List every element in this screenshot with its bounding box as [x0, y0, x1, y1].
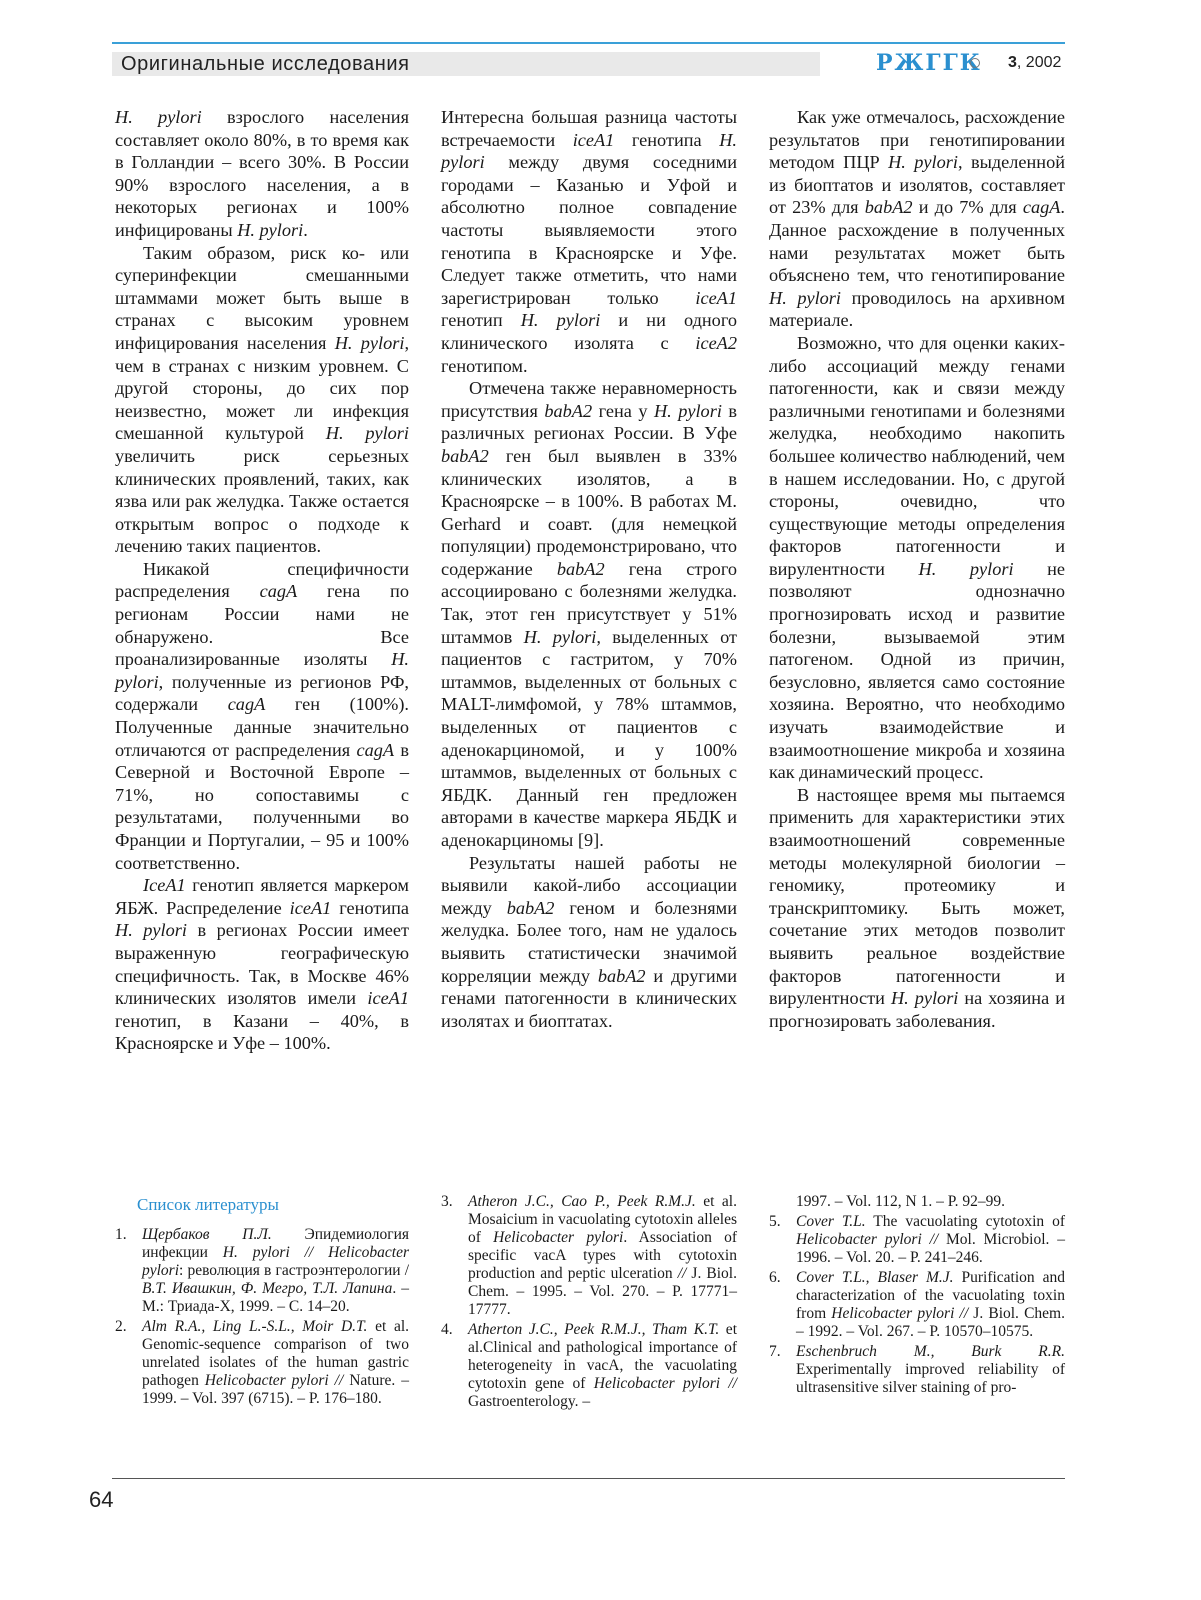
- italic-term: babA2: [597, 965, 646, 986]
- reference-number: 5.: [769, 1213, 781, 1230]
- text-run: Интересна большая разница частоты встречаемости: [441, 107, 737, 150]
- text-run: генотип является маркером ЯБЖ. Распределение: [115, 875, 409, 918]
- text-run: . – М.: Триада-Х, 1999. – С. 14–20.: [142, 1280, 409, 1315]
- text-run: Результаты нашей работы не выявили какой-либо ассоциации между: [441, 852, 737, 918]
- italic-term: H. pylori: [890, 988, 959, 1009]
- text-run: увеличить риск серьезных клинических проявлений, таких, как язва или рак желудка. Также остается открытым вопрос о подходе к лечению таких пациентов.: [115, 445, 409, 557]
- italic-term: cagA: [356, 739, 395, 760]
- text-run: J. Biol. Chem. – 1995. – Vol. 270. – P. 17771–17777.: [468, 1265, 737, 1318]
- reference-item: [769, 1193, 1065, 1211]
- italic-term: Cover T.L.: [796, 1213, 866, 1230]
- italic-term: H. pylori: [115, 920, 187, 941]
- italic-term: Atherton J.C., Peek R.M.J., Tham K.T.: [468, 1321, 720, 1338]
- italic-term: H. pylori: [334, 332, 405, 353]
- paragraph: [115, 874, 409, 1055]
- text-run: генотип, в Казани – 40%, в Красноярске и Уфе – 100%.: [115, 1010, 409, 1054]
- italic-term: H. pylori,: [523, 626, 601, 647]
- reference-number: 4.: [441, 1321, 453, 1338]
- text-run: Nature. – 1999. – Vol. 397 (6715). – P. 176–180.: [142, 1372, 409, 1407]
- paragraph: [115, 558, 409, 874]
- journal-logo: РЖГГК: [876, 50, 982, 76]
- text-run: генотипа: [614, 129, 720, 150]
- text-run: взрослого населения составляет около 80%, в то время как в Голландии – всего 30%. В России 90% взрослого населения, а в некоторых регионах и 100% инфицированы: [115, 107, 410, 240]
- text-run: геном и болезнями желудка. Более того, нам не удалось выявить статистически значимой корреляции между: [441, 897, 737, 986]
- text-run: ген (100%). Полученные данные значительно отличаются от распределения: [115, 694, 409, 760]
- text-run: выделенных от пациентов с гастритом, у 70% штаммов, выделенных от больных с MALT-лимфомой, у 78% штаммов, выделенных от пациентов с аденокарциномой, и у 100% штаммов, выделенных от больных с ЯБДК. Данный ген предложен авторами в качестве маркера ЯБДК и аденокарциномы [9].: [441, 626, 737, 850]
- italic-term: babA2: [544, 400, 593, 421]
- reference-number: 3.: [441, 1193, 453, 1210]
- text-run: и ни одного клинического изолята с: [441, 310, 738, 353]
- text-run: гена у: [592, 400, 654, 421]
- italic-term: H. pylori: [918, 558, 1014, 579]
- text-run: .: [303, 219, 308, 240]
- text-run: , выделенной из биоптатов и изолятов, составляет от 23% для: [769, 152, 1066, 218]
- section-title: Оригинальные исследования: [121, 53, 410, 75]
- paragraph: [769, 784, 1065, 1033]
- paragraph: [115, 106, 409, 242]
- paragraph: [115, 242, 409, 558]
- paragraph: [441, 377, 737, 851]
- bullet-icon: [970, 58, 980, 68]
- text-run: в различных регионах России. В Уфе: [441, 400, 738, 444]
- paragraph: [769, 106, 1065, 332]
- italic-term: babA2: [864, 197, 913, 218]
- text-column-3: [769, 106, 1065, 1032]
- italic-term: cagA: [259, 581, 298, 602]
- issue-number: 3: [1008, 54, 1017, 71]
- footer-rule: [112, 1478, 1065, 1479]
- paragraph: [769, 332, 1065, 784]
- text-run: в регионах России имеет выраженную географическую специфичность. Так, в Москве 46% клинических изолятов имели: [115, 920, 409, 1009]
- italic-term: babA2: [506, 897, 555, 918]
- text-run: Mol. Microbiol. – 1996. – Vol. 20. – P. 241–246.: [796, 1231, 1065, 1266]
- text-run: Experimentally improved reliability of ultrasensitive silver staining of pro-: [796, 1361, 1065, 1396]
- reference-item: [115, 1318, 409, 1408]
- reference-item: [441, 1193, 737, 1319]
- italic-term: Helicobacter pylori //: [204, 1372, 344, 1389]
- text-run: Никакой специфичности распределения: [115, 558, 409, 602]
- italic-term: //: [677, 1265, 687, 1282]
- text-run: между двумя соседними городами – Казанью и Уфой и абсолютно полное совпадение частоты выявляемости этого генотипа в Красноярске и Уфе. Следует также отметить, что нами зарегистрирован только: [441, 152, 737, 308]
- text-run: проводилось на архивном материале.: [769, 287, 1065, 331]
- text-column-2: [441, 106, 737, 1032]
- italic-term: H. pylori: [769, 287, 842, 308]
- reference-item: [115, 1226, 409, 1316]
- references-column-3: [769, 1193, 1065, 1399]
- text-run: ген был выявлен в 33% клинических изолятов, а в Красноярске – в 100%. В работах M. Gerhard и соавт. (для немецкой популяции) продемонстрировано, что содержание: [441, 445, 737, 579]
- italic-term: babA2: [556, 558, 605, 579]
- italic-term: Helicobacter pylori //: [796, 1231, 939, 1248]
- reference-item: [769, 1343, 1065, 1397]
- italic-term: H. pylori: [653, 400, 722, 421]
- text-run: и другими генами патогенности в клинических изолятах и биоптатах.: [441, 965, 737, 1031]
- italic-term: H. pylori: [520, 310, 601, 331]
- text-run: в Северной и Восточной Европе – 71%, но сопоставимы с результатами, полученными во Франции и Португалии, – 95 и 100% соответственно.: [115, 739, 409, 873]
- text-run: Как уже отмечалось, расхождение результатов при генотипировании методом ПЦР: [769, 107, 1065, 173]
- text-run: . Association of specific vacA types with cytotoxin production and peptic ulceration: [468, 1229, 737, 1282]
- text-run: не позволяют однозначно прогнозировать исход и развитие болезни, вызываемой этим патогеном. Одной из причин, безусловно, является само состояние хозяина. Вероятно, что необходимо изучать взаимодействие и взаимоотношение микроба и хозяина как динамический процесс.: [769, 558, 1066, 783]
- text-run: генотип: [441, 310, 521, 331]
- text-run: Отмечена также неравномерность присутствия: [441, 378, 737, 421]
- italic-term: IceA1: [143, 875, 186, 896]
- text-run: Возможно, что для оценки каких-либо ассоциаций между генами патогенности, как и связи между различными генотипами и болезнями желудка, необходимо накопить большее количество наблюдений, чем в нашем исследовании. Но, с другой стороны, очевидно, что существующие методы определения факторов патогенности и вирулентности: [769, 332, 1065, 579]
- italic-term: H. pylori: [325, 423, 410, 444]
- italic-term: Alm R.A., Ling L.-S.L., Moir D.T.: [142, 1318, 368, 1335]
- text-column-1: [115, 106, 409, 1055]
- italic-term: H. pylori // Helicobacter pylori: [142, 1244, 409, 1279]
- italic-term: H. pylori: [115, 107, 202, 127]
- italic-term: iceA1: [572, 129, 615, 150]
- reference-number: 1.: [115, 1226, 127, 1243]
- italic-term: babA2: [441, 445, 489, 466]
- text-run: генотипом.: [441, 355, 528, 376]
- text-run: et al. Genomic-sequence comparison of two unrelated isolates of the human gastric pathogen: [142, 1318, 410, 1389]
- text-run: генотипа: [331, 897, 409, 918]
- reference-number: 2.: [115, 1318, 127, 1335]
- reference-number: 7.: [769, 1343, 781, 1360]
- reference-number: 6.: [769, 1269, 781, 1286]
- text-run: et al.Clinical and pathological importance of heterogeneity in vacA, the vacuolating cytotoxin gene of: [468, 1321, 737, 1392]
- text-run: Gastroenterology. –: [468, 1393, 591, 1410]
- page-number: 64: [89, 1487, 114, 1512]
- italic-term: iceA1: [367, 988, 409, 1009]
- text-run: на хозяина и прогнозировать заболевания.: [769, 988, 1065, 1031]
- italic-term: H. pylori: [441, 129, 737, 173]
- text-run: , чем в странах с низким уровнем. С другой стороны, до сих пор неизвестно, может ли инфекция смешанной культурой: [115, 332, 410, 444]
- paragraph: [441, 852, 737, 1033]
- italic-term: Helicobacter pylori: [493, 1229, 624, 1246]
- issue-year: , 2002: [1016, 54, 1062, 71]
- reference-item: [769, 1269, 1065, 1341]
- text-run: . Данное расхождение в полученных нами результатах может быть объяснено тем, что генотипирование: [769, 197, 1065, 286]
- text-run: et al. Mosaicium in vacuolating cytotoxin alleles of: [468, 1193, 737, 1246]
- italic-term: iceA2: [695, 332, 737, 353]
- italic-term: В.Т. Ивашкин, Ф. Мегро, Т.Л. Лапина: [142, 1280, 393, 1297]
- italic-term: iceA1: [289, 897, 332, 918]
- text-run: и до 7% для: [912, 197, 1023, 218]
- text-run: 1997. – Vol. 112, N 1. – P. 92–99.: [796, 1193, 1005, 1210]
- italic-term: Щербаков П.Л.: [142, 1226, 272, 1243]
- italic-term: Helicobacter pylori //: [831, 1305, 969, 1322]
- text-run: гена строго ассоциировано с болезнями желудка. Так, этот ген присутствует у 51% штаммов: [441, 558, 737, 647]
- text-run: Эпидемиология инфекции: [142, 1226, 409, 1261]
- text-run: В настоящее время мы пытаемся применить для характеристики этих взаимоотношений современные методы молекулярной биологии – геномику, протеомику и транскриптомику. Быть может, сочетание этих методов позволит выявить реальное воздействие факторов патогенности и вирулентности: [769, 784, 1065, 1009]
- italic-term: Eschenbruch M., Burk R.R.: [796, 1343, 1065, 1360]
- text-run: , полученные из регионов РФ, содержали: [115, 671, 409, 715]
- issue-info: [1008, 51, 1061, 75]
- references-heading: Список литературы: [137, 1195, 279, 1214]
- text-run: Purification and characterization of the vacuolating toxin from: [796, 1269, 1066, 1322]
- text-run: : революция в гастроэнтерологии /: [179, 1262, 409, 1279]
- italic-term: H. pylori: [115, 649, 409, 692]
- paragraph: [441, 106, 737, 377]
- text-run: Таким образом, риск ко- или суперинфекции смешанными штаммами может быть выше в странах с высоким уровнем инфицирования населения: [115, 242, 409, 353]
- italic-term: Atheron J.C., Cao P., Peek R.M.J.: [468, 1193, 696, 1210]
- italic-term: Cover T.L., Blaser M.J.: [796, 1269, 954, 1286]
- reference-item: [769, 1213, 1065, 1267]
- italic-term: iceA1: [695, 287, 737, 308]
- text-run: The vacuolating cytotoxin of: [865, 1213, 1065, 1230]
- italic-term: H. pylori: [237, 219, 304, 240]
- italic-term: cagA: [227, 694, 266, 715]
- text-run: J. Biol. Chem. – 1992. – Vol. 267. – P. 10570–10575.: [796, 1305, 1065, 1340]
- text-run: гена по регионам России нами не обнаружено. Все проанализированные изоляты: [115, 581, 409, 670]
- italic-term: H. pylori: [888, 152, 958, 173]
- header-rule: [112, 42, 1065, 44]
- references-column-2: [441, 1193, 737, 1413]
- italic-term: cagA: [1022, 197, 1061, 218]
- italic-term: Helicobacter pylori //: [593, 1375, 737, 1392]
- reference-item: [441, 1321, 737, 1411]
- references-column-1: [115, 1193, 409, 1410]
